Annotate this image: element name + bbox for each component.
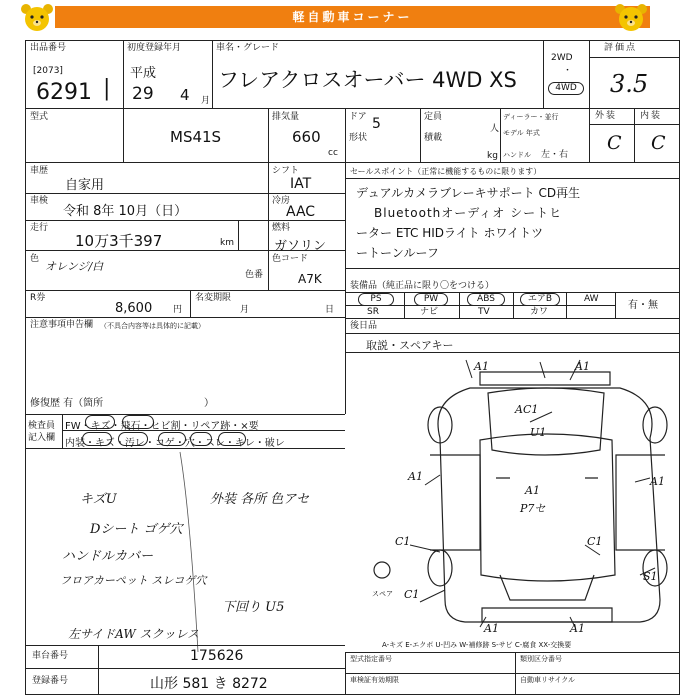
score-value: 3.5 (610, 70, 649, 98)
notes-sublabel: （不具合内容等は具体的に記載） (100, 322, 205, 330)
sales-line: デュアルカメラブレーキサポート CD再生 (356, 186, 581, 200)
model-year-label: モデル 年式 (503, 129, 540, 137)
equip-ps: PS (358, 293, 394, 306)
equip-navi: ナビ (420, 307, 439, 317)
legend-burn: コゲ (154, 438, 175, 449)
lot-code: [2073] (33, 66, 63, 76)
capacity-label: 定員 (424, 112, 443, 122)
damage-mark: P7セ (520, 502, 546, 515)
note-line: 外装 各所 色アセ (210, 492, 310, 507)
recycle-fee: 8,600 (115, 301, 153, 316)
history-value: 自家用 (65, 178, 105, 193)
displacement-unit: cc (328, 148, 338, 158)
color-handwritten: オレンジ/白 (45, 260, 104, 273)
sales-point-label: セールスポイント（正常に機能するものに限ります） (350, 167, 542, 176)
doors: 5 (372, 116, 381, 132)
spare-label: スペア (372, 590, 393, 598)
displacement: 660 (292, 128, 321, 146)
notes-label: 注意事項申告欄 (30, 320, 94, 330)
history-label: 車歴 (30, 166, 49, 176)
reg-month: 4 (180, 86, 190, 104)
later-label: 後日品 (350, 321, 378, 331)
exterior-grade: C (607, 132, 622, 154)
damage-mark: AC1 (515, 403, 539, 416)
damage-mark: C1 (404, 588, 420, 601)
footer-label: 型式指定番号 (350, 655, 392, 663)
mileage-label: 走行 (30, 223, 49, 233)
equip-airbag: エアB (520, 293, 560, 306)
legend-interior: 内装 (65, 438, 85, 449)
door-label: ドア (349, 112, 367, 122)
car-name: フレアクロスオーバー 4WD XS (218, 68, 517, 92)
corner-banner: 軽自動車コーナー (55, 6, 650, 28)
model-label: 型式 (30, 112, 49, 122)
note-line: Dシート ゴゲ穴 (90, 522, 183, 537)
footer-label: 車検証有効期限 (350, 676, 399, 684)
damage-mark: A1 (474, 360, 489, 373)
legend-need: ×要 (240, 421, 259, 432)
equip-tv: TV (478, 307, 490, 317)
registration-label: 登録番号 (32, 676, 69, 686)
inspector-label2: 記入欄 (28, 433, 56, 443)
legend-chip: 飛石 (120, 421, 141, 432)
dealer-label: ディーラー・並行 (503, 113, 559, 121)
later-items: 取説・スペアキー (366, 339, 454, 352)
month-unit: 月 (201, 96, 211, 106)
displacement-label: 排気量 (272, 112, 300, 122)
color-code-label: 色コード (272, 254, 309, 264)
damage-code-legend: A-キズ E-エクボ U-凹み W-補修跡 S-サビ C-腐食 XX-交換要 (382, 641, 572, 649)
drive-4wd-circled: 4WD (548, 82, 584, 95)
legend-hole: 穴 (184, 438, 195, 449)
load-label: 積載 (424, 133, 443, 143)
footer-label: 自動車リサイクル (520, 676, 576, 684)
legend-scratch: キズ (90, 421, 111, 432)
name-change-label: 名変期限 (195, 293, 232, 303)
shift-label: シフト (272, 166, 300, 176)
interior-grade: C (651, 132, 666, 154)
color-no-label: 色番 (245, 270, 264, 280)
note-line: キズU (80, 492, 117, 507)
damage-mark: C1 (587, 535, 603, 548)
registration-number: 山形 581 き 8272 (150, 676, 268, 692)
equip-pw: PW (414, 293, 448, 306)
inspector-label: 検査員 (28, 421, 56, 431)
equip-aw: AW (584, 294, 599, 304)
repair-history: 修復歴 有（箇所 (30, 398, 104, 409)
era: 平成 (130, 66, 157, 81)
color-label: 色 (30, 254, 40, 264)
name-change-month: 月 (240, 305, 250, 315)
damage-mark: S1 (643, 570, 658, 583)
mileage-unit: km (220, 238, 234, 248)
score-label: 評価点 (604, 43, 638, 53)
lot-number: 6291 (36, 80, 92, 105)
car-name-label: 車名・グレード (216, 43, 280, 53)
interior-label: 内装 (640, 111, 663, 121)
chassis-number: 175626 (190, 648, 244, 664)
load-unit: kg (487, 151, 498, 161)
chassis-label: 車台番号 (32, 651, 69, 661)
legend-repair: リペア跡 (190, 421, 231, 432)
model-code: MS41S (170, 128, 222, 146)
drive-2wd: 2WD (551, 53, 573, 63)
recycle-label: R券 (30, 293, 46, 303)
ac-label: 冷房 (272, 196, 291, 206)
damage-mark: A1 (570, 622, 585, 635)
legend-cut: キレ (234, 438, 255, 449)
exterior-defect-legend: FW・キズ・飛石・ヒビ割・リペア跡・×要 (65, 421, 259, 432)
reg-date-label: 初度登録年月 (127, 43, 182, 53)
equip-sr: SR (367, 307, 379, 317)
damage-mark: A1 (650, 475, 665, 488)
inspection-date: 令和 8年 10月（日） (63, 204, 188, 219)
legend-wear: スレ (204, 438, 225, 449)
interior-defect-legend: 内装・キズ・汚レ・コゲ・穴・スレ・キレ・破レ (65, 438, 285, 449)
equip-exists: 有・無 (628, 300, 658, 311)
damage-mark: A1 (484, 622, 499, 635)
repair-close: ） (204, 398, 214, 409)
legend-dirt: 汚レ (124, 438, 145, 449)
damage-mark: U1 (530, 426, 547, 439)
sales-line: ーター ETC HIDライト ホワイトツ (356, 226, 544, 240)
fuel-value: ガソリン (274, 239, 327, 254)
name-change-day: 日 (325, 305, 335, 315)
handle-label: ハンドル (503, 151, 531, 159)
damage-mark: C1 (395, 535, 411, 548)
lot-label: 出品番号 (30, 43, 67, 53)
shape-label: 形状 (349, 133, 368, 143)
equip-leather: カワ (530, 307, 549, 317)
recycle-unit: 円 (173, 305, 183, 315)
damage-mark: A1 (575, 360, 590, 373)
color-code: A7K (298, 272, 322, 286)
legend-scratch: キズ (95, 438, 115, 449)
footer-label: 類別区分番号 (520, 655, 562, 663)
note-line: 下回り U5 (222, 600, 285, 615)
sales-line: Bluetoothオーディオ シートヒ (374, 206, 563, 220)
sales-line: ートーンルーフ (356, 246, 439, 260)
damage-mark: A1 (408, 470, 423, 483)
note-line: ハンドルカバー (62, 549, 154, 564)
note-line: 左サイドAW スクッレス (68, 627, 200, 641)
legend-tear: 破レ (264, 438, 285, 449)
lot-mark: | (103, 76, 111, 101)
note-line: フロアカーペット スレコゲ穴 (60, 574, 207, 587)
equipment-label: 装備品（純正品に限り〇をつける） (350, 281, 495, 291)
exterior-label: 外装 (595, 111, 618, 121)
ac-value: AAC (286, 204, 316, 220)
inspection-label: 車検 (30, 196, 49, 206)
fuel-label: 燃料 (272, 223, 291, 233)
mileage-value: 10万3千397 (75, 232, 163, 250)
legend-fw: FW (65, 421, 81, 432)
equip-abs: ABS (467, 293, 505, 306)
handle-value: 左・右 (541, 150, 569, 160)
legend-crack: ヒビ割 (150, 421, 181, 432)
capacity-unit: 人 (490, 124, 500, 134)
damage-mark: A1 (525, 484, 540, 497)
drive-dot: ・ (563, 66, 573, 76)
shift-value: IAT (290, 176, 312, 192)
reg-year: 29 (132, 84, 154, 104)
